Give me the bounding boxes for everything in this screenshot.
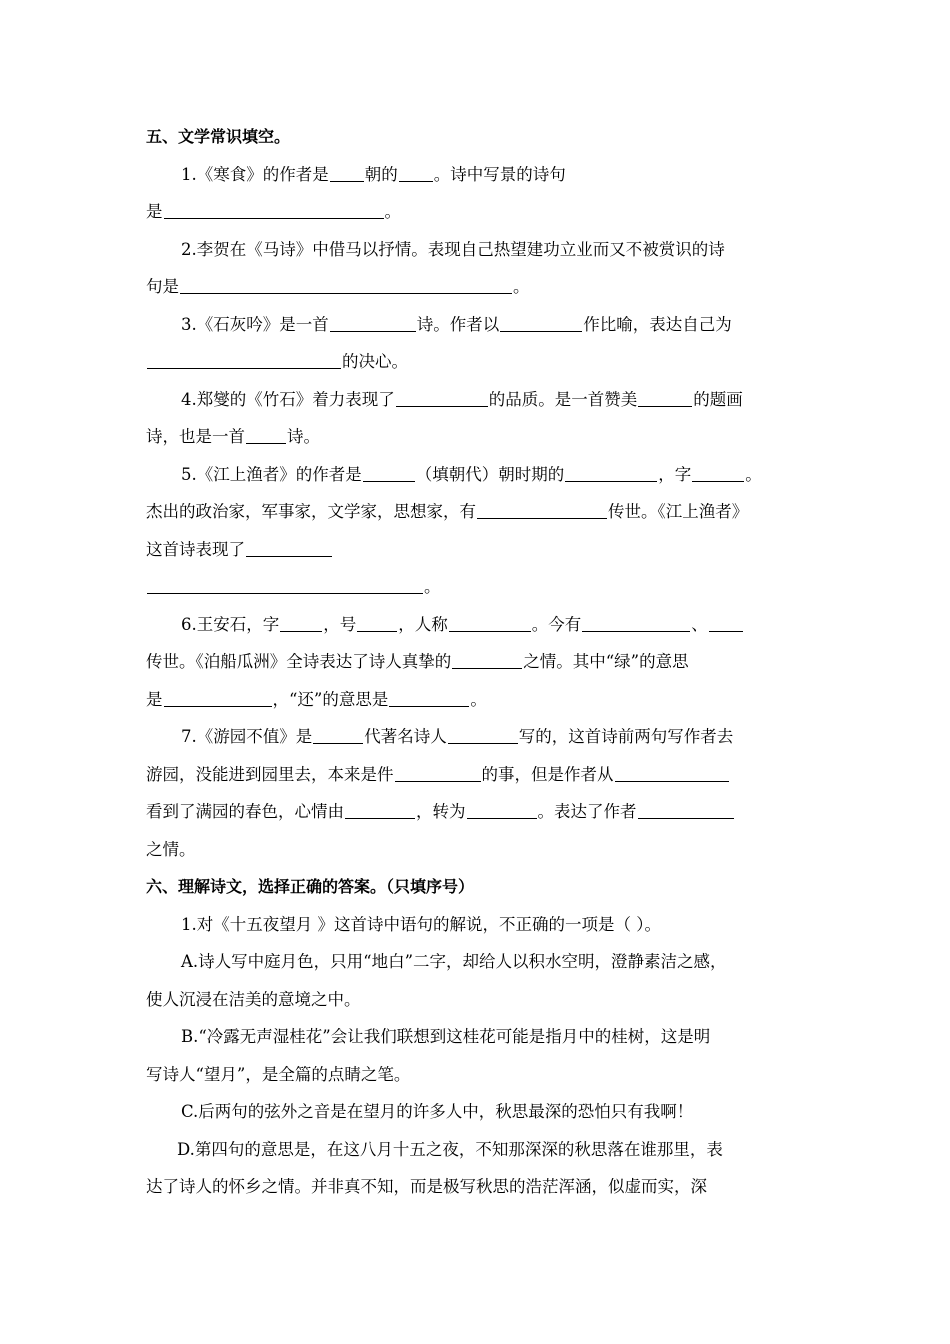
section5-heading: 五、文学常识填空。	[146, 127, 291, 146]
q7-line2: 游园，没能进到园里去，本来是件 的事，但是作者从	[146, 764, 730, 786]
option-d-line2: 达了诗人的怀乡之情。并非真不知，而是极写秋思的浩茫浑涵，似虚而实，深	[146, 1177, 707, 1196]
blank[interactable]	[399, 165, 433, 182]
blank[interactable]	[565, 465, 657, 482]
blank[interactable]	[452, 652, 522, 669]
blank[interactable]	[180, 277, 512, 294]
blank[interactable]	[363, 465, 415, 482]
option-c: C.后两句的弦外之音是在望月的许多人中，秋思最深的恐怕只有我啊！	[181, 1102, 694, 1121]
option-a-line1: A.诗人写中庭月色，只用“地白”二字，却给人以积水空明，澄静素洁之感，	[181, 952, 727, 971]
q5-line2: 杰出的政治家，军事家，文学家，思想家，有 传世。《江上渔者》	[146, 502, 749, 521]
section6-heading: 六、理解诗文，选择正确的答案。（只填序号）	[146, 877, 475, 896]
blank[interactable]	[500, 315, 582, 332]
q4-line2: 诗，也是一首 诗。	[146, 427, 320, 446]
q7-line1: 7.《游园不值》是 代著名诗人 写的，这首诗前两句写作者去	[181, 727, 734, 746]
blank[interactable]	[313, 727, 363, 744]
blank[interactable]	[164, 202, 384, 219]
blank[interactable]	[449, 615, 531, 632]
q6-line2: 传世。《泊船瓜洲》全诗表达了诗人真挚的 之情。其中“绿”的意思	[146, 652, 689, 671]
q1-line1: 1.《寒食》的作者是 朝的 。诗中写景的诗句	[181, 165, 566, 184]
blank[interactable]	[709, 615, 743, 632]
option-b-line2: 写诗人“望月”，是全篇的点睛之笔。	[146, 1065, 411, 1084]
blank[interactable]	[330, 165, 364, 182]
blank[interactable]	[357, 615, 397, 632]
option-a-line2: 使人沉浸在洁美的意境之中。	[146, 990, 361, 1009]
q1-line2: 是 。	[146, 202, 401, 221]
blank[interactable]	[477, 502, 607, 519]
q4-line1: 4.郑燮的《竹石》着力表现了 的品质。是一首赞美 的题画	[181, 390, 743, 409]
q7-line3: 看到了满园的春色，心情由 ，转为 。表达了作者	[146, 801, 735, 823]
q6-line1: 6.王安石，字 ，号 ，人称 。今有 、	[181, 614, 744, 636]
q3-line1: 3.《石灰吟》是一首 诗。作者以 作比喻，表达自己为	[181, 315, 732, 334]
q2-line1: 2.李贺在《马诗》中借马以抒情。表现自己热望建功立业而又不被赏识的诗	[181, 240, 725, 259]
blank[interactable]	[638, 802, 734, 819]
q5-line1: 5.《江上渔者》的作者是 （填朝代）朝时期的 ，字 。	[181, 465, 762, 484]
blank[interactable]	[147, 577, 423, 594]
q2-line2: 句是 。	[146, 277, 530, 296]
q3-line2: 的决心。	[146, 351, 408, 373]
blank[interactable]	[280, 615, 322, 632]
blank[interactable]	[389, 690, 469, 707]
blank[interactable]	[582, 615, 690, 632]
blank[interactable]	[615, 765, 729, 782]
blank[interactable]	[164, 690, 272, 707]
option-d-line1: D.第四句的意思是，在这八月十五之夜，不知那深深的秋思落在谁那里，表	[177, 1140, 723, 1159]
q5-line3: 这首诗表现了	[146, 539, 333, 561]
q6-line3: 是 ，“还”的意思是 。	[146, 690, 487, 709]
blank[interactable]	[330, 315, 416, 332]
blank[interactable]	[448, 727, 518, 744]
s6-q1: 1.对《十五夜望月 》这首诗中语句的解说，不正确的一项是（ ）。	[181, 915, 661, 934]
q5-line4: 。	[146, 576, 441, 598]
blank[interactable]	[467, 802, 537, 819]
blank[interactable]	[396, 390, 488, 407]
blank[interactable]	[147, 352, 341, 369]
q7-line4: 之情。	[146, 840, 196, 859]
blank[interactable]	[246, 427, 286, 444]
blank[interactable]	[638, 390, 692, 407]
option-b-line1: B.“冷露无声湿桂花”会让我们联想到这桂花可能是指月中的桂树，这是明	[181, 1027, 711, 1046]
blank[interactable]	[345, 802, 415, 819]
blank[interactable]	[692, 465, 744, 482]
blank[interactable]	[395, 765, 481, 782]
blank[interactable]	[246, 540, 332, 557]
